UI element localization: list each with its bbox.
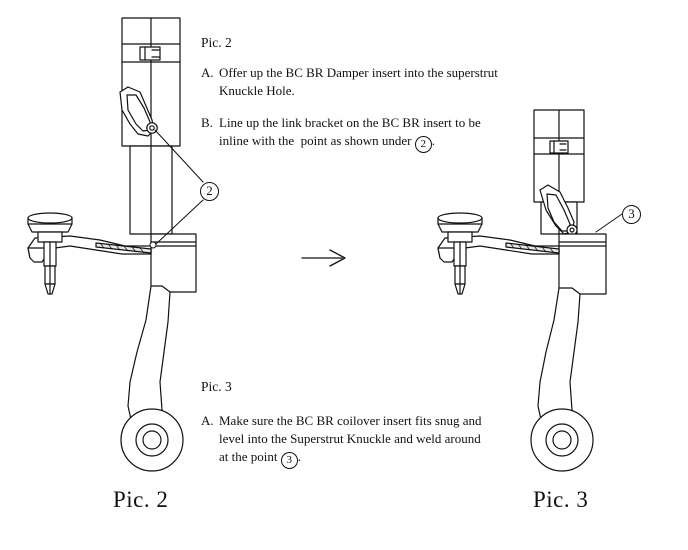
process-arrow-shape [302, 250, 345, 266]
pic2-step-b-line1: Line up the link bracket on the BC BR insert to be [219, 115, 481, 130]
pic3-step-a-line2: level into the Superstrut Knuckle and weld around [219, 431, 481, 446]
caption-left: Pic. 2 [113, 487, 169, 512]
pic2-step-b-line2-text: inline with the point as shown under [219, 133, 415, 148]
inline-callout-3: 3 [281, 452, 298, 469]
pic3-step-a-line3 [219, 448, 301, 469]
pic2-step-b-line2 [219, 132, 435, 153]
pic2-step-b-label: B. [201, 115, 213, 130]
left-assembly [28, 18, 203, 471]
pic2-step-b-period: . [431, 133, 435, 148]
callout-2: 2 [200, 182, 219, 201]
pic3-step-a-label: A. [201, 413, 214, 428]
pic3-heading: Pic. 3 [201, 379, 232, 394]
pic3-step-a-line1: Make sure the BC BR coilover insert fits snug and [219, 413, 482, 428]
callout-3: 3 [622, 205, 641, 224]
pic2-step-a-label: A. [201, 65, 214, 80]
pic2-heading: Pic. 2 [201, 35, 232, 50]
pic2-step-a-line1: Offer up the BC BR Damper insert into the superstrut [219, 65, 498, 80]
inline-callout-2: 2 [415, 136, 432, 153]
caption-right: Pic. 3 [533, 487, 589, 512]
pic3-step-a-period: . [297, 449, 301, 464]
pic3-step-a-line3-text: at the point [219, 449, 281, 464]
pic2-step-a-line2: Knuckle Hole. [219, 83, 295, 98]
